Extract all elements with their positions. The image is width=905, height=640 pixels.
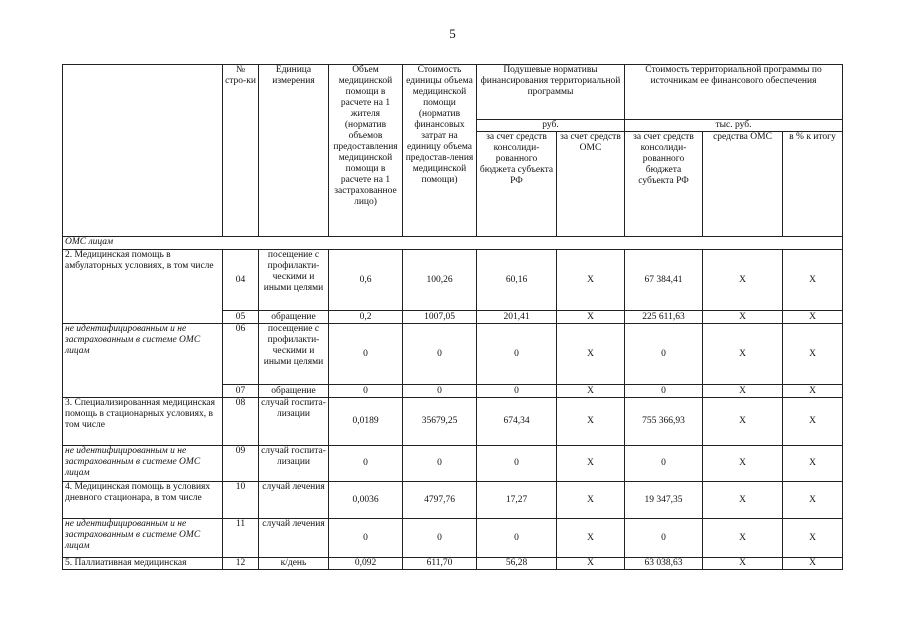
row-volume: 0 — [329, 519, 403, 558]
row-volume: 0 — [329, 446, 403, 482]
row-pg-budget: 225 611,63 — [625, 311, 703, 324]
row-volume: 0,6 — [329, 250, 403, 311]
table-row — [63, 250, 843, 311]
header-program-cost-group: Стоимость территориальной программы по источникам ее финансового обеспечения — [625, 65, 843, 120]
row-pg-oms: Х — [703, 482, 783, 519]
row-unit: случай лечения — [259, 482, 329, 519]
row-name: 3. Специализированная медицинская помощь в стационарных условиях, в том числе — [63, 398, 223, 446]
row-unit: обращение — [259, 311, 329, 324]
header-budget-funds: за счет средств консолиди-рованного бюджета субъекта РФ — [477, 132, 557, 237]
row-pg-oms: Х — [703, 250, 783, 311]
row-pg-oms: Х — [703, 385, 783, 398]
row-no: 05 — [223, 311, 259, 324]
row-cost: 0 — [403, 385, 477, 398]
header-oms-funds: за счет средств ОМС — [557, 132, 625, 237]
row-pc-oms: Х — [557, 398, 625, 446]
table-row — [63, 398, 843, 446]
row-unit: случай лечения — [259, 519, 329, 558]
row-unit: посещение с профилакти-ческими и иными целями — [259, 324, 329, 385]
row-cost: 100,26 — [403, 250, 477, 311]
row-no: 12 — [223, 558, 259, 570]
row-cost: 0 — [403, 324, 477, 385]
row-cost: 0 — [403, 446, 477, 482]
row-no: 10 — [223, 482, 259, 519]
header-budget-funds-2: за счет средств консолиди-рованного бюджета субъекта РФ — [625, 132, 703, 237]
header-row-no: № стро-ки — [223, 65, 259, 237]
row-pg-budget: 19 347,35 — [625, 482, 703, 519]
row-pc-oms: Х — [557, 385, 625, 398]
row-pg-budget: 0 — [625, 324, 703, 385]
row-cost: 611,70 — [403, 558, 477, 570]
header-program-cost-unit: тыс. руб. — [625, 120, 843, 132]
row-pg-oms: Х — [703, 446, 783, 482]
row-pc-oms: Х — [557, 519, 625, 558]
row-pc-oms: Х — [557, 482, 625, 519]
row-pc-budget: 674,34 — [477, 398, 557, 446]
row-pc-budget: 17,27 — [477, 482, 557, 519]
row-pct: Х — [783, 324, 843, 385]
row-cost: 1007,05 — [403, 311, 477, 324]
row-pg-budget: 0 — [625, 519, 703, 558]
row-unit: случай госпита-лизации — [259, 446, 329, 482]
row-pg-budget: 67 384,41 — [625, 250, 703, 311]
row-cost: 35679,25 — [403, 398, 477, 446]
table-row — [63, 482, 843, 519]
row-volume: 0 — [329, 385, 403, 398]
row-pg-budget: 755 366,93 — [625, 398, 703, 446]
row-no: 07 — [223, 385, 259, 398]
header-blank-cell — [63, 65, 223, 237]
header-per-capita-group: Подушевые нормативы финансирования территориальной программы — [477, 65, 625, 120]
row-pc-budget: 60,16 — [477, 250, 557, 311]
row-pct: Х — [783, 519, 843, 558]
row-volume: 0,0189 — [329, 398, 403, 446]
header-row-1 — [63, 65, 843, 120]
table-row — [63, 324, 843, 385]
page-number: 5 — [449, 26, 456, 41]
row-pct: Х — [783, 398, 843, 446]
row-unit: к/день — [259, 558, 329, 570]
row-pg-budget: 63 038,63 — [625, 558, 703, 570]
oms-label: ОМС лицам — [63, 237, 843, 250]
row-pc-budget: 0 — [477, 446, 557, 482]
row-pc-budget: 56,28 — [477, 558, 557, 570]
row-pct: Х — [783, 446, 843, 482]
row-pc-budget: 0 — [477, 385, 557, 398]
row-pg-oms: Х — [703, 398, 783, 446]
financing-table — [62, 64, 843, 570]
row-volume: 0,2 — [329, 311, 403, 324]
row-pc-budget: 0 — [477, 519, 557, 558]
row-name: 5. Паллиативная медицинская — [63, 558, 223, 570]
row-unit: случай госпита-лизации — [259, 398, 329, 446]
row-name: не идентифицированным и не застрахованным в системе ОМС лицам — [63, 324, 223, 398]
row-pg-oms: Х — [703, 558, 783, 570]
header-cost: Стоимость единицы объема медицинской помощи (норматив финансовых затрат на единицу объема предостав-ления медицинской помощи) — [403, 65, 477, 237]
row-pc-oms: Х — [557, 324, 625, 385]
row-pc-oms: Х — [557, 250, 625, 311]
row-pct: Х — [783, 311, 843, 324]
row-volume: 0,092 — [329, 558, 403, 570]
row-volume: 0,0036 — [329, 482, 403, 519]
header-percent-total: в % к итогу — [783, 132, 843, 237]
row-no: 08 — [223, 398, 259, 446]
row-pg-budget: 0 — [625, 446, 703, 482]
table-row — [63, 558, 843, 570]
row-no: 11 — [223, 519, 259, 558]
row-pc-oms: Х — [557, 311, 625, 324]
row-pct: Х — [783, 250, 843, 311]
row-no: 04 — [223, 250, 259, 311]
header-per-capita-unit: руб. — [477, 120, 625, 132]
header-unit: Единица измерения — [259, 65, 329, 237]
row-pg-oms: Х — [703, 311, 783, 324]
row-pc-budget: 201,41 — [477, 311, 557, 324]
row-pc-oms: Х — [557, 558, 625, 570]
row-pg-oms: Х — [703, 324, 783, 385]
table-row — [63, 446, 843, 482]
row-no: 06 — [223, 324, 259, 385]
row-unit: посещение с профилакти-ческими и иными целями — [259, 250, 329, 311]
row-pct: Х — [783, 385, 843, 398]
header-oms-funds-2: средства ОМС — [703, 132, 783, 237]
row-no: 09 — [223, 446, 259, 482]
table-row — [63, 519, 843, 558]
row-pg-budget: 0 — [625, 385, 703, 398]
row-name: не идентифицированным и не застрахованным в системе ОМС лицам — [63, 519, 223, 558]
row-pc-budget: 0 — [477, 324, 557, 385]
row-cost: 4797,76 — [403, 482, 477, 519]
oms-label-row — [63, 237, 843, 250]
row-unit: обращение — [259, 385, 329, 398]
row-volume: 0 — [329, 324, 403, 385]
row-pct: Х — [783, 482, 843, 519]
row-pg-oms: Х — [703, 519, 783, 558]
row-name: 2. Медицинская помощь в амбулаторных условиях, в том числе — [63, 250, 223, 324]
row-pct: Х — [783, 558, 843, 570]
row-pc-oms: Х — [557, 446, 625, 482]
row-cost: 0 — [403, 519, 477, 558]
row-name: 4. Медицинская помощь в условиях дневного стационара, в том числе — [63, 482, 223, 519]
row-name: не идентифицированным и не застрахованным в системе ОМС лицам — [63, 446, 223, 482]
header-volume: Объем медицинской помощи в расчете на 1 жителя (норматив объемов предоставления медицинской помощи в расчете на 1 застрахованное лицо) — [329, 65, 403, 237]
